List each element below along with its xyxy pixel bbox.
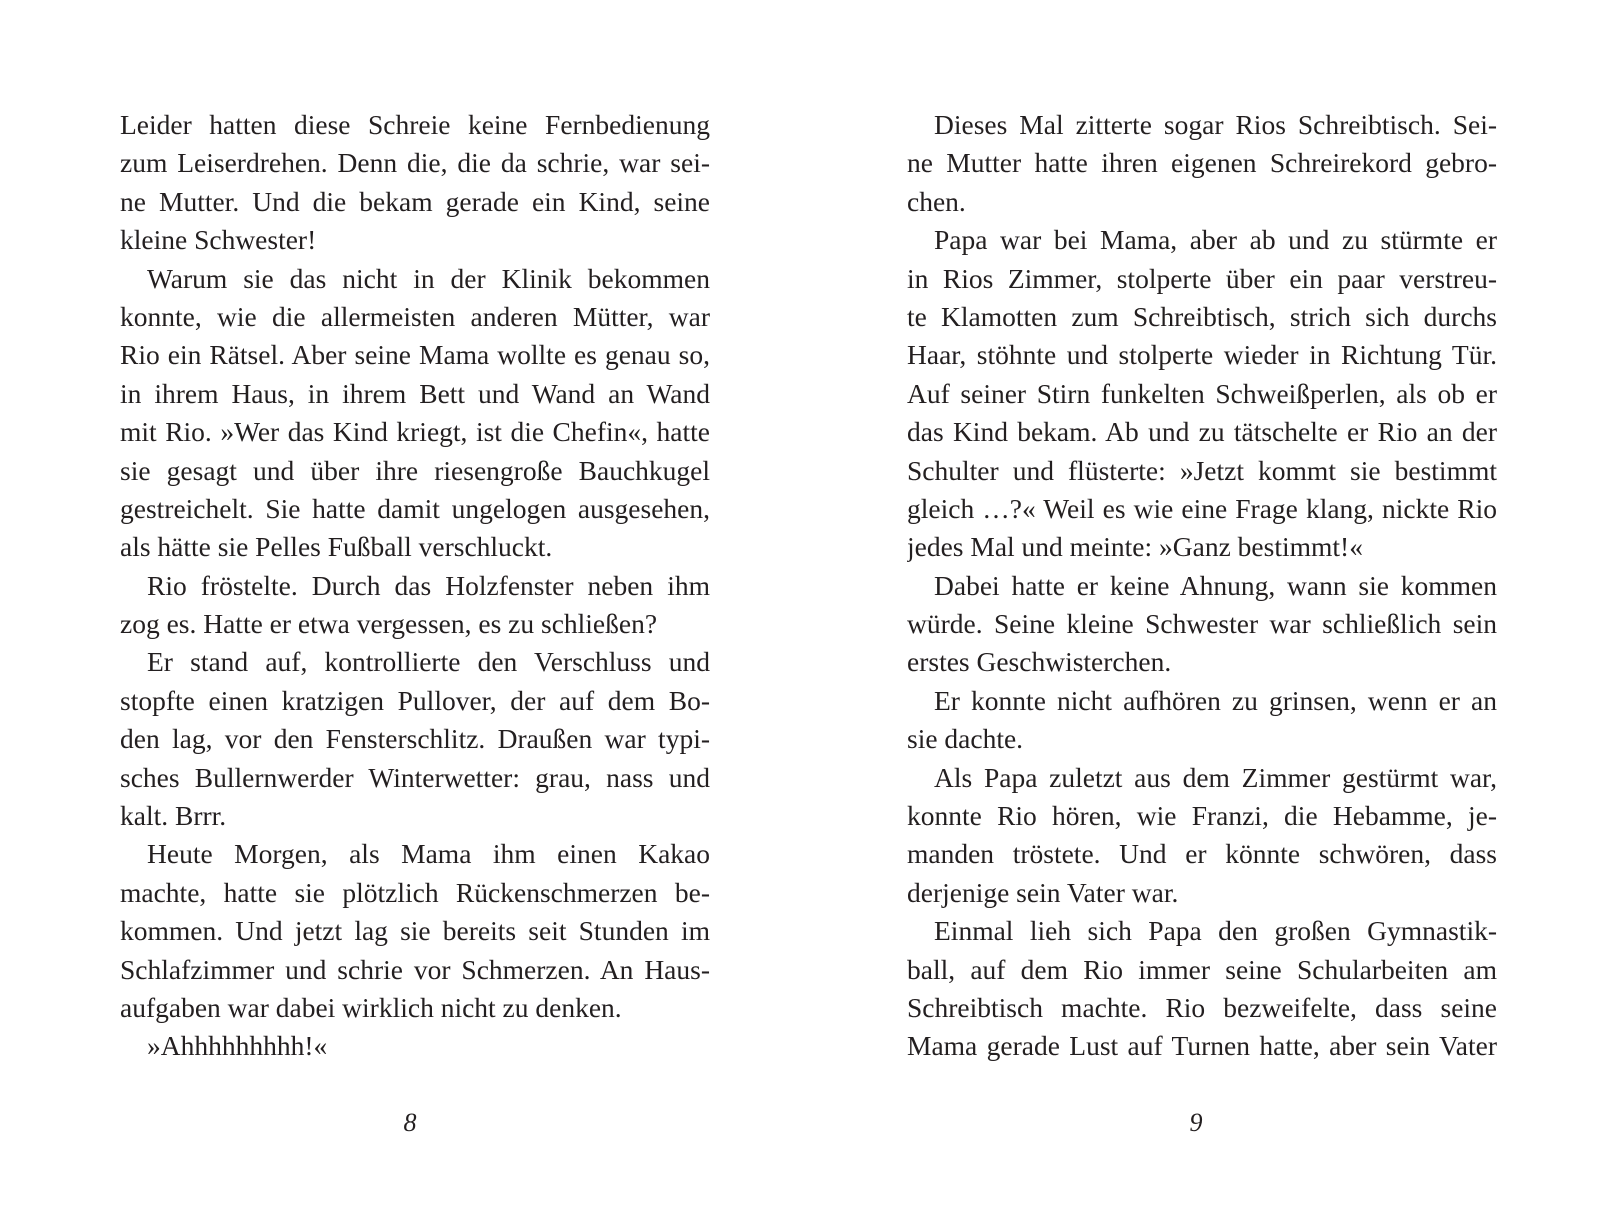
left-page-number: 8 bbox=[403, 1108, 417, 1137]
text-line: Dieses Mal zitterte sogar Rios Schreibtisch. Sei- bbox=[934, 109, 1497, 140]
text-line: machte, hatte sie plötzlich Rückenschmerzen be- bbox=[120, 876, 710, 908]
text-line: Papa war bei Mama, aber ab und zu stürmte er bbox=[934, 224, 1497, 256]
text-line: »Ahhhhhhhhh!« bbox=[147, 1030, 328, 1062]
text-line: Mama gerade Lust auf Turnen hatte, aber sein Vater bbox=[907, 1030, 1497, 1062]
text-line: mit Rio. »Wer das Kind kriegt, ist die Chefin«, hatte bbox=[120, 416, 710, 448]
text-line: sie gesagt und über ihre riesengroße Bauchkugel bbox=[120, 454, 710, 486]
text-line: sches Bullernwerder Winterwetter: grau, nass und bbox=[120, 761, 710, 793]
text-line: Er konnte nicht aufhören zu grinsen, wenn er an bbox=[934, 684, 1497, 716]
text-line: Dabei hatte er keine Ahnung, wann sie kommen bbox=[934, 569, 1497, 601]
text-line: in ihrem Haus, in ihrem Bett und Wand an Wand bbox=[120, 377, 710, 409]
text-line: konnte, wie die allermeisten anderen Mütter, war bbox=[120, 300, 710, 332]
text-line: Heute Morgen, als Mama ihm einen Kakao bbox=[147, 838, 710, 870]
text-line: Schlafzimmer und schrie vor Schmerzen. An Haus- bbox=[120, 953, 710, 985]
text-line: würde. Seine kleine Schwester war schließlich sein bbox=[907, 608, 1497, 640]
text-line: Rio fröstelte. Durch das Holzfenster neben ihm bbox=[147, 569, 710, 601]
text-line: jedes Mal und meinte: »Ganz bestimmt!« bbox=[907, 531, 1363, 563]
text-line: erstes Geschwisterchen. bbox=[907, 646, 1172, 678]
text-line: das Kind bekam. Ab und zu tätschelte er Rio an der bbox=[907, 416, 1497, 448]
text-line: zum Leiserdrehen. Denn die, die da schrie, war sei- bbox=[120, 147, 710, 179]
right-page-number: 9 bbox=[1189, 1108, 1203, 1137]
text-line: gleich …?« Weil es wie eine Frage klang, nickte Rio bbox=[907, 492, 1497, 524]
text-line: manden tröstete. Und er könnte schwören, dass bbox=[907, 838, 1497, 870]
text-line: Er stand auf, kontrollierte den Verschluss und bbox=[147, 646, 710, 678]
text-line: gestreichelt. Sie hatte damit ungelogen ausgesehen, bbox=[120, 492, 710, 524]
text-line: in Rios Zimmer, stolperte über ein paar verstreu- bbox=[907, 262, 1497, 294]
text-line: ne Mutter. Und die bekam gerade ein Kind, seine bbox=[120, 185, 710, 217]
text-line: chen. bbox=[907, 185, 966, 217]
text-line: ne Mutter hatte ihren eigenen Schreirekord gebro- bbox=[907, 147, 1497, 179]
text-line: den lag, vor den Fensterschlitz. Draußen war typi- bbox=[120, 723, 710, 755]
text-line: Einmal lieh sich Papa den großen Gymnastik- bbox=[934, 915, 1497, 947]
text-line: Haar, stöhnte und stolperte wieder in Richtung Tür. bbox=[907, 339, 1497, 371]
text-line: Schreibtisch machte. Rio bezweifelte, dass seine bbox=[907, 991, 1497, 1023]
text-line: Warum sie das nicht in der Klinik bekommen bbox=[147, 262, 710, 294]
text-line: zog es. Hatte er etwa vergessen, es zu schließen? bbox=[120, 608, 658, 640]
text-line: kleine Schwester! bbox=[120, 224, 317, 256]
text-line: als hätte sie Pelles Fußball verschluckt. bbox=[120, 531, 553, 563]
text-line: stopfte einen kratzigen Pullover, der auf dem Bo- bbox=[120, 684, 710, 716]
text-line: Schulter und flüsterte: »Jetzt kommt sie bestimmt bbox=[907, 454, 1497, 486]
text-line: derjenige sein Vater war. bbox=[907, 876, 1179, 908]
text-line: Rio ein Rätsel. Aber seine Mama wollte es genau so, bbox=[120, 339, 710, 371]
right-page-text bbox=[907, 106, 1497, 1066]
text-line: te Klamotten zum Schreibtisch, strich sich durchs bbox=[907, 300, 1497, 332]
text-line: konnte Rio hören, wie Franzi, die Hebamme, je- bbox=[907, 800, 1497, 832]
text-line: sie dachte. bbox=[907, 723, 1024, 755]
text-line: aufgaben war dabei wirklich nicht zu denken. bbox=[120, 991, 622, 1023]
text-line: kalt. Brrr. bbox=[120, 800, 227, 832]
text-line: Als Papa zuletzt aus dem Zimmer gestürmt war, bbox=[934, 761, 1497, 793]
left-page-text bbox=[120, 106, 710, 1066]
text-line: Auf seiner Stirn funkelten Schweißperlen, als ob er bbox=[907, 377, 1497, 409]
text-line: ball, auf dem Rio immer seine Schularbeiten am bbox=[907, 953, 1497, 985]
text-line: Leider hatten diese Schreie keine Fernbedienung bbox=[120, 109, 710, 140]
text-line: kommen. Und jetzt lag sie bereits seit Stunden im bbox=[120, 915, 710, 947]
